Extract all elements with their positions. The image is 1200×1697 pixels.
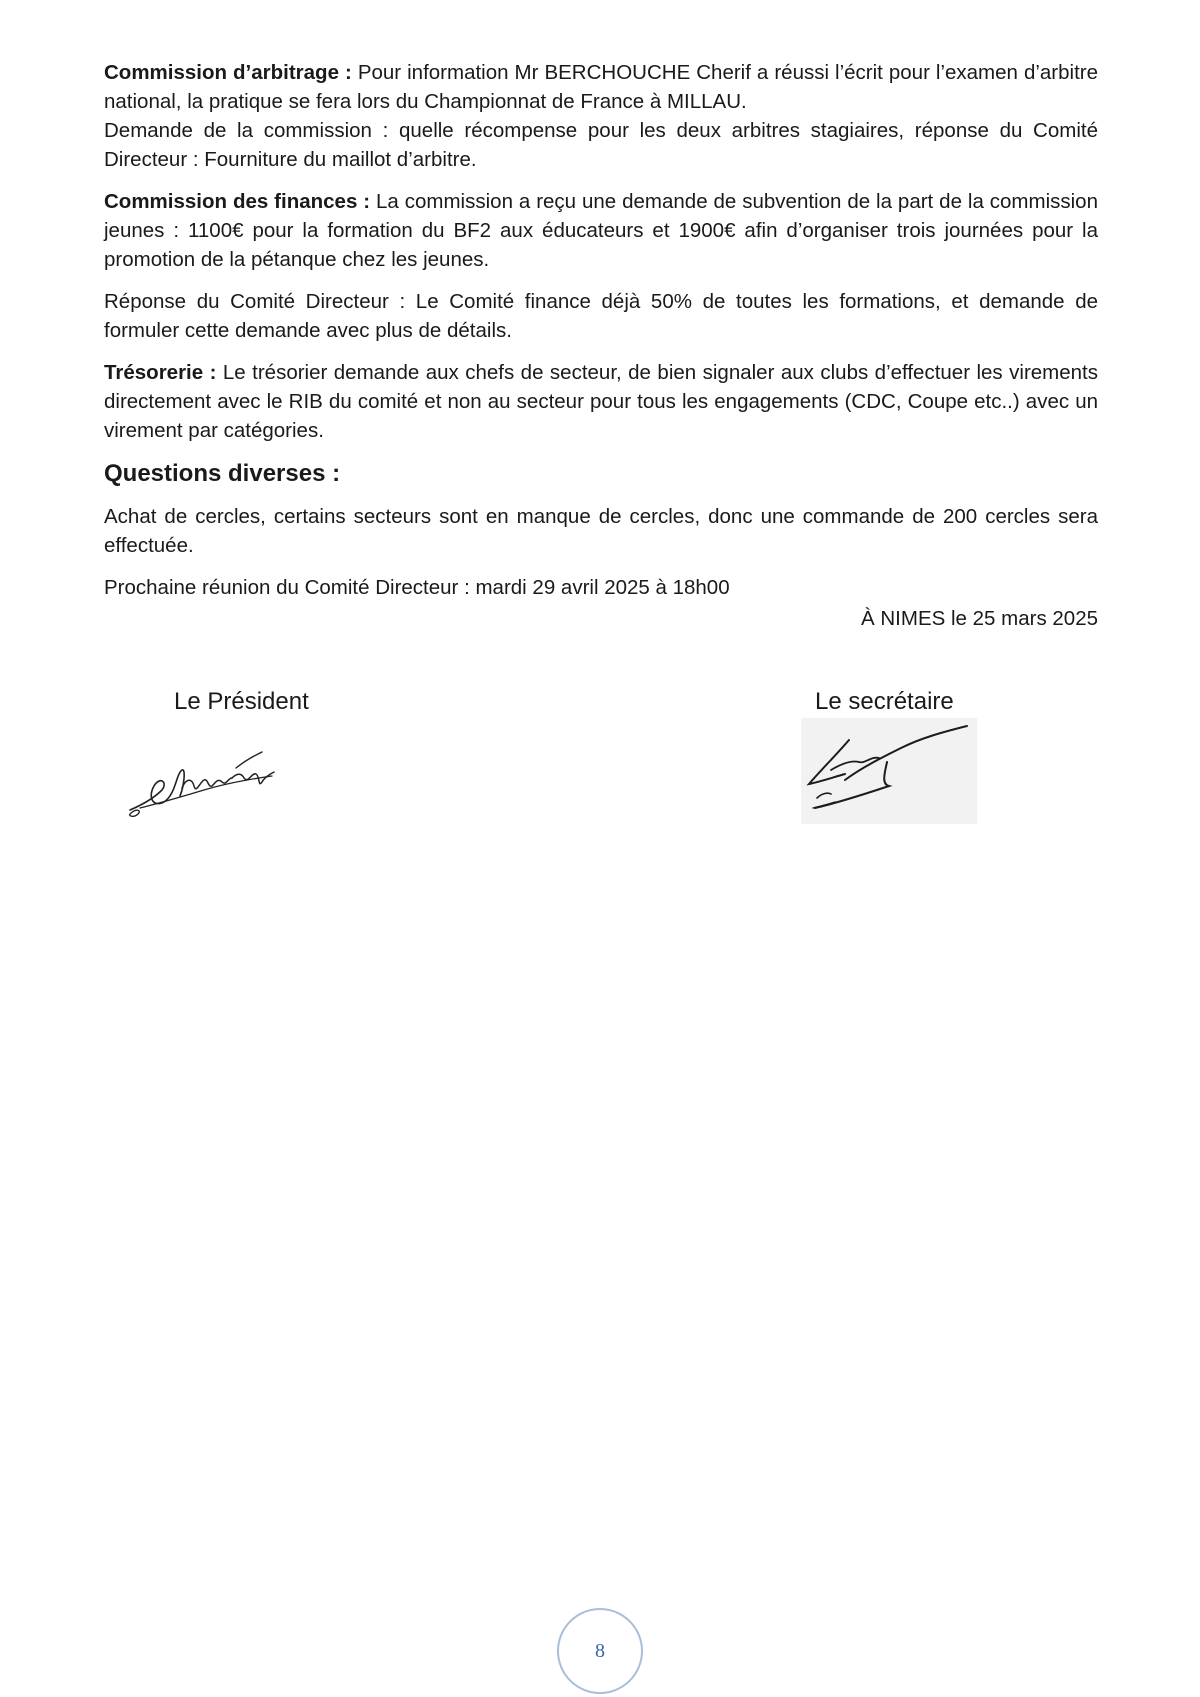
arbitrage-request-paragraph: Demande de la commission : quelle récompense pour les deux arbitres stagiaires, réponse du Comité Directeur : Fourniture du maillot d’arbitre. <box>104 119 1098 171</box>
document-body <box>104 58 1098 633</box>
president-label: Le Président <box>174 688 309 715</box>
tresorerie-title: Trésorerie : <box>104 361 217 384</box>
prochaine-reunion: Prochaine réunion du Comité Directeur : mardi 29 avril 2025 à 18h00 <box>104 576 730 599</box>
questions-paragraph: Achat de cercles, certains secteurs sont en manque de cercles, donc une commande de 200 cercles sera effectuée. <box>104 505 1098 557</box>
finances-text: La commission a reçu une demande de subvention de la part de la commission jeunes : 1100€ pour la formation du BF2 aux éducateurs et 1900€ afin d’organiser trois journées pour la promotion de la pétanque chez les jeunes. <box>104 190 1098 271</box>
arbitrage-text: Pour information Mr BERCHOUCHE Cherif a réussi l’écrit pour l’examen d’arbitre national, la pratique se fera lors du Championnat de France à MILLAU. <box>104 61 1099 113</box>
arbitrage-title: Commission d’arbitrage : <box>104 61 352 84</box>
section-finances <box>104 187 1098 274</box>
finances-title: Commission des finances : <box>104 190 371 213</box>
finances-paragraph <box>104 187 1098 274</box>
tresorerie-paragraph <box>104 358 1098 445</box>
section-tresorerie <box>104 358 1098 445</box>
tresorerie-text: Le trésorier demande aux chefs de secteur, de bien signaler aux clubs d’effectuer les virements directement avec le RIB du comité et non au secteur pour tous les engagements (CDC, Coupe etc..) avec un virement par catégories. <box>104 361 1098 442</box>
page-number: 8 <box>557 1608 643 1694</box>
section-arbitrage <box>104 58 1098 174</box>
secretary-signature <box>801 718 977 824</box>
questions-diverses-heading: Questions diverses : <box>104 460 341 487</box>
section-reponse-comite <box>104 287 1098 345</box>
president-signature <box>124 738 284 818</box>
secretary-label: Le secrétaire <box>815 688 954 715</box>
section-questions-diverses <box>104 502 1098 560</box>
date-lieu: À NIMES le 25 mars 2025 <box>861 607 1098 630</box>
reponse-comite-paragraph: Réponse du Comité Directeur : Le Comité finance déjà 50% de toutes les formations, et demande de formuler cette demande avec plus de détails. <box>104 290 1098 342</box>
arbitrage-paragraph <box>104 58 1098 116</box>
